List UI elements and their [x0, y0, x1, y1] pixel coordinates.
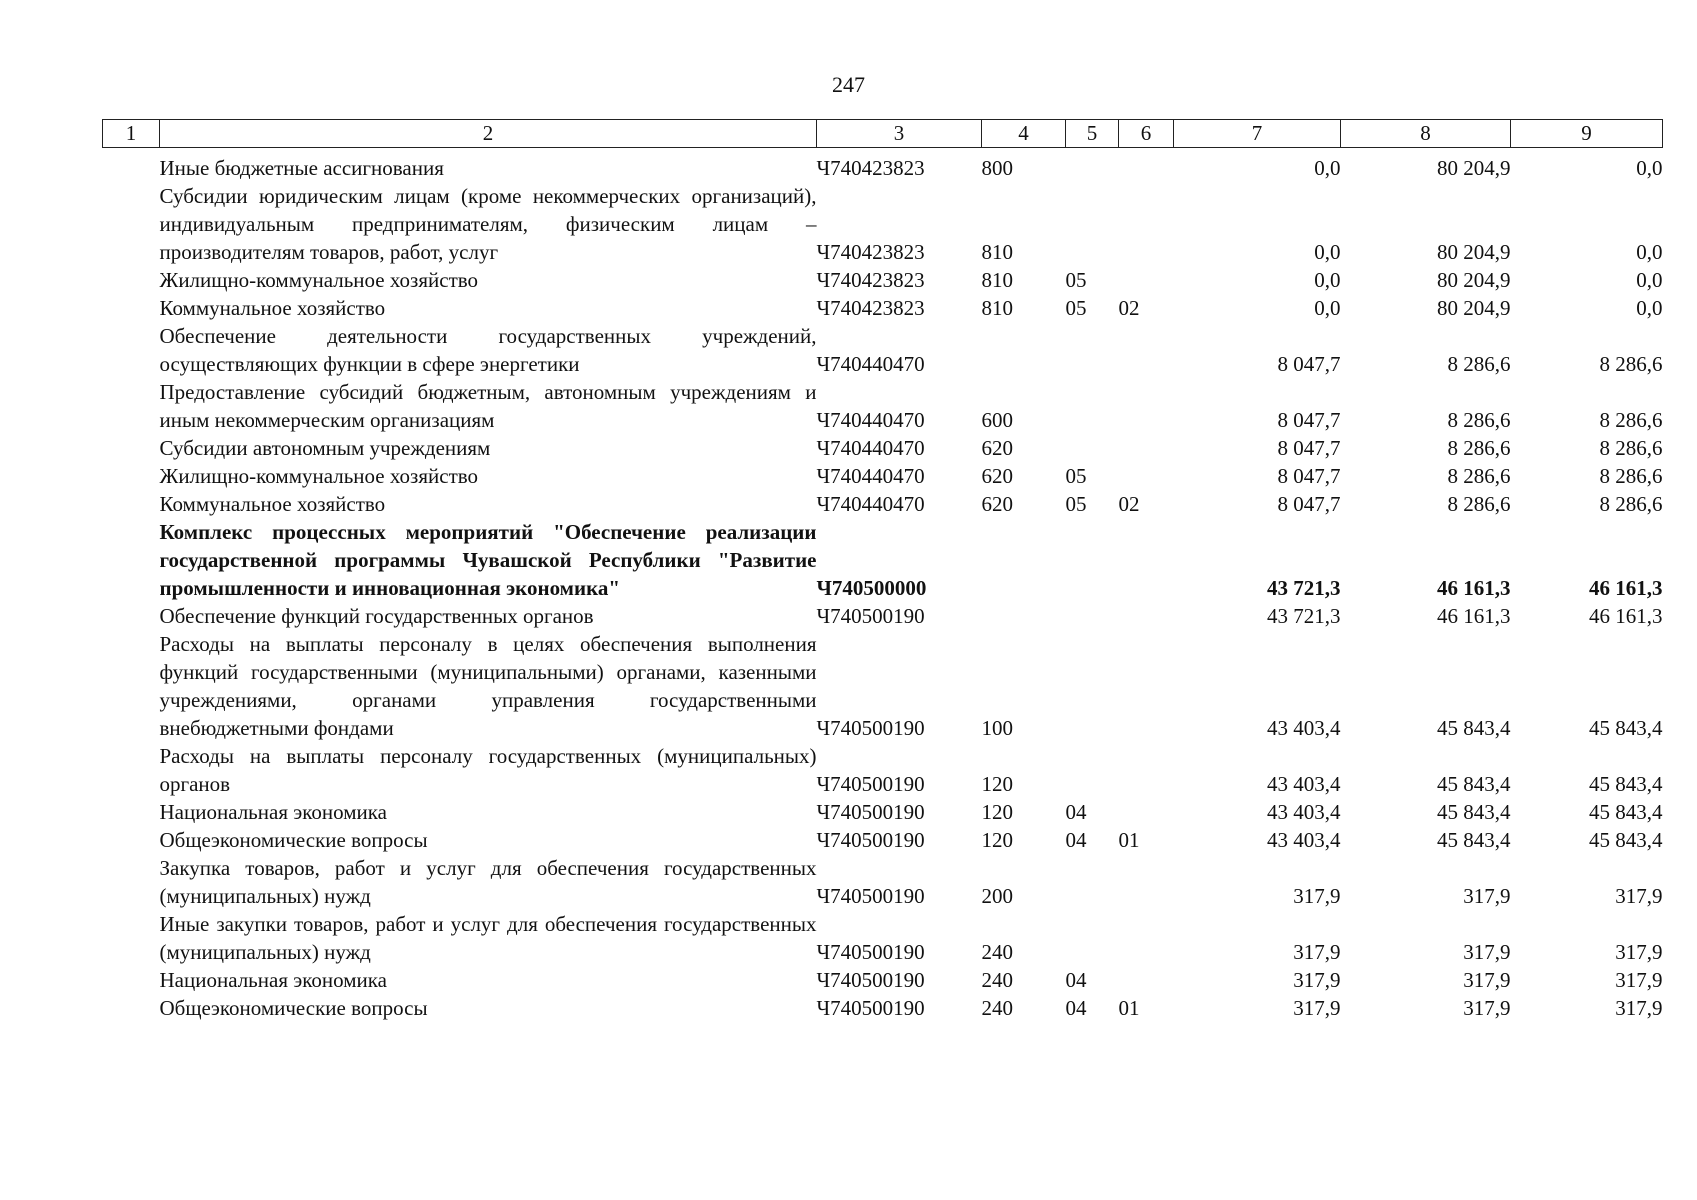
- row-amount-col9: 317,9: [1615, 995, 1663, 1020]
- row-amount-col7: 43 721,3: [1267, 603, 1341, 628]
- row-target-code: Ч740500190: [816, 827, 925, 852]
- row-section: [1066, 378, 1119, 434]
- row-amount-col7: 0,0: [1314, 295, 1341, 320]
- row-name: Субсидии юридическим лицам (кроме некоммерческих организаций), индивидуальным предпринимателям, физическим лицам – производителям товаров, работ, услуг: [159, 183, 817, 264]
- row-target-code: Ч740500190: [816, 939, 925, 964]
- row-amount-col8: 317,9: [1463, 967, 1511, 992]
- row-subsection: [1119, 742, 1174, 798]
- row-name: Общеэкономические вопросы: [159, 995, 428, 1020]
- row-name: Иные бюджетные ассигнования: [159, 155, 444, 180]
- row-name: Субсидии автономным учреждениям: [159, 435, 491, 460]
- row-target-code: Ч740500190: [816, 771, 925, 796]
- row-amount-col7: 0,0: [1314, 267, 1341, 292]
- header-col-1: 1: [103, 120, 160, 148]
- row-section: [1066, 854, 1119, 910]
- row-amount-col9: 0,0: [1636, 267, 1663, 292]
- row-section: [1066, 518, 1119, 602]
- row-subsection: [1119, 910, 1174, 966]
- row-expense-type: [982, 602, 1066, 630]
- row-section: [1066, 434, 1119, 462]
- row-expense-type: [982, 518, 1066, 602]
- row-section: [1066, 742, 1119, 798]
- row-expense-type: 120: [981, 771, 1013, 796]
- row-subsection: [1119, 630, 1174, 742]
- row-amount-col8: 45 843,4: [1437, 715, 1511, 740]
- row-subsection: [1119, 966, 1174, 994]
- row-amount-col7: 0,0: [1314, 155, 1341, 180]
- table-row: [103, 630, 1663, 742]
- table-row: [103, 266, 1663, 294]
- row-subsection: 02: [1118, 295, 1140, 320]
- row-subsection: 01: [1118, 827, 1140, 852]
- row-subsection: [1119, 602, 1174, 630]
- row-name: Обеспечение функций государственных органов: [159, 603, 594, 628]
- row-spacer: [103, 518, 160, 602]
- row-section: 04: [1065, 995, 1087, 1020]
- row-amount-col7: 8 047,7: [1277, 491, 1341, 516]
- row-target-code: Ч740500190: [816, 799, 925, 824]
- row-amount-col7: 43 403,4: [1267, 715, 1341, 740]
- row-target-code: Ч740423823: [816, 239, 925, 264]
- row-name: Иные закупки товаров, работ и услуг для обеспечения государственных (муниципальных) нужд: [159, 911, 817, 964]
- row-subsection: [1119, 462, 1174, 490]
- row-target-code: Ч740500000: [816, 575, 927, 600]
- row-amount-col8: 8 286,6: [1447, 463, 1511, 488]
- row-name: Обеспечение деятельности государственных учреждений, осуществляющих функции в сфере энергетики: [159, 323, 817, 376]
- row-section: 05: [1065, 463, 1087, 488]
- row-amount-col8: 46 161,3: [1437, 575, 1511, 600]
- row-amount-col8: 46 161,3: [1437, 603, 1511, 628]
- row-subsection: [1119, 266, 1174, 294]
- row-subsection: [1119, 154, 1174, 182]
- row-spacer: [103, 294, 160, 322]
- row-amount-col8: 80 204,9: [1437, 239, 1511, 264]
- header-row: [103, 120, 1663, 148]
- row-spacer: [103, 826, 160, 854]
- row-amount-col7: 0,0: [1314, 239, 1341, 264]
- row-spacer: [103, 966, 160, 994]
- row-name: Комплекс процессных мероприятий "Обеспечение реализации государственной программы Чувашской Республики "Развитие промышленности и инновационная экономика": [159, 519, 817, 600]
- row-section: 05: [1065, 491, 1087, 516]
- table-row: [103, 378, 1663, 434]
- row-spacer: [103, 322, 160, 378]
- row-expense-type: 620: [981, 435, 1013, 460]
- table-row: [103, 854, 1663, 910]
- header-col-3: 3: [817, 120, 982, 148]
- row-amount-col8: 8 286,6: [1447, 491, 1511, 516]
- row-expense-type: 240: [981, 939, 1013, 964]
- table-row: [103, 994, 1663, 1022]
- row-name: Национальная экономика: [159, 799, 387, 824]
- row-target-code: Ч740500190: [816, 967, 925, 992]
- table-body: [103, 148, 1663, 1022]
- row-amount-col9: 45 843,4: [1589, 827, 1663, 852]
- row-name: Закупка товаров, работ и услуг для обеспечения государственных (муниципальных) нужд: [159, 855, 817, 908]
- row-amount-col9: 45 843,4: [1589, 715, 1663, 740]
- row-amount-col8: 45 843,4: [1437, 771, 1511, 796]
- row-name: Национальная экономика: [159, 967, 387, 992]
- row-amount-col7: 43 403,4: [1267, 799, 1341, 824]
- row-target-code: Ч740440470: [816, 435, 925, 460]
- table-row: [103, 490, 1663, 518]
- row-amount-col7: 317,9: [1293, 939, 1341, 964]
- row-amount-col7: 43 721,3: [1267, 575, 1341, 600]
- row-section: 05: [1065, 295, 1087, 320]
- table-row: [103, 462, 1663, 490]
- header-col-4: 4: [982, 120, 1066, 148]
- row-expense-type: 620: [981, 463, 1013, 488]
- row-section: 05: [1065, 267, 1087, 292]
- row-subsection: [1119, 798, 1174, 826]
- row-name: Расходы на выплаты персоналу в целях обеспечения выполнения функций государственными (муниципальными) органами, казенными учреждениями, органами управления государственными внебюджетными фондами: [159, 631, 817, 740]
- row-amount-col8: 8 286,6: [1447, 407, 1511, 432]
- header-col-2: 2: [160, 120, 817, 148]
- row-target-code: Ч740440470: [816, 463, 925, 488]
- budget-table: [102, 119, 1663, 1022]
- row-amount-col7: 317,9: [1293, 995, 1341, 1020]
- row-expense-type: 200: [981, 883, 1013, 908]
- row-name: Жилищно-коммунальное хозяйство: [159, 267, 479, 292]
- row-amount-col9: 8 286,6: [1599, 435, 1663, 460]
- table-row: [103, 294, 1663, 322]
- table-row: [103, 322, 1663, 378]
- row-target-code: Ч740500190: [816, 883, 925, 908]
- row-expense-type: 240: [981, 995, 1013, 1020]
- row-spacer: [103, 378, 160, 434]
- header-col-7: 7: [1174, 120, 1341, 148]
- row-expense-type: 810: [981, 239, 1013, 264]
- row-amount-col8: 80 204,9: [1437, 267, 1511, 292]
- row-amount-col8: 45 843,4: [1437, 799, 1511, 824]
- row-spacer: [103, 854, 160, 910]
- row-amount-col7: 8 047,7: [1277, 463, 1341, 488]
- row-name: Расходы на выплаты персоналу государственных (муниципальных) органов: [159, 743, 817, 796]
- row-target-code: Ч740423823: [816, 155, 925, 180]
- row-expense-type: 100: [981, 715, 1013, 740]
- row-spacer: [103, 602, 160, 630]
- row-amount-col9: 0,0: [1636, 295, 1663, 320]
- row-target-code: Ч740500190: [816, 603, 925, 628]
- row-section: [1066, 322, 1119, 378]
- row-amount-col8: 80 204,9: [1437, 155, 1511, 180]
- row-spacer: [103, 182, 160, 266]
- table-row: [103, 182, 1663, 266]
- row-spacer: [103, 266, 160, 294]
- row-amount-col8: 80 204,9: [1437, 295, 1511, 320]
- row-spacer: [103, 798, 160, 826]
- row-target-code: Ч740500190: [816, 715, 925, 740]
- header-col-8: 8: [1341, 120, 1511, 148]
- row-name: Общеэкономические вопросы: [159, 827, 428, 852]
- row-section: [1066, 602, 1119, 630]
- row-amount-col8: 317,9: [1463, 995, 1511, 1020]
- row-spacer: [103, 434, 160, 462]
- row-amount-col9: 45 843,4: [1589, 771, 1663, 796]
- row-target-code: Ч740440470: [816, 491, 925, 516]
- row-target-code: Ч740423823: [816, 267, 925, 292]
- row-amount-col7: 8 047,7: [1277, 435, 1341, 460]
- table-row: [103, 518, 1663, 602]
- row-amount-col7: 317,9: [1293, 967, 1341, 992]
- row-expense-type: 600: [981, 407, 1013, 432]
- row-expense-type: 620: [981, 491, 1013, 516]
- table-row: [103, 154, 1663, 182]
- row-subsection: [1119, 322, 1174, 378]
- row-name: Коммунальное хозяйство: [159, 491, 386, 516]
- row-amount-col9: 317,9: [1615, 883, 1663, 908]
- table-row: [103, 966, 1663, 994]
- row-name: Предоставление субсидий бюджетным, автономным учреждениям и иным некоммерческим организациям: [159, 379, 817, 432]
- row-expense-type: 120: [981, 799, 1013, 824]
- row-expense-type: 240: [981, 967, 1013, 992]
- row-subsection: [1119, 518, 1174, 602]
- row-expense-type: 800: [981, 155, 1013, 180]
- row-name: Жилищно-коммунальное хозяйство: [159, 463, 479, 488]
- row-amount-col8: 317,9: [1463, 883, 1511, 908]
- page-number: 247: [832, 72, 865, 97]
- row-amount-col9: 317,9: [1615, 967, 1663, 992]
- row-target-code: Ч740440470: [816, 351, 925, 376]
- row-amount-col9: 8 286,6: [1599, 407, 1663, 432]
- row-subsection: [1119, 378, 1174, 434]
- row-section: [1066, 630, 1119, 742]
- table-row: [103, 826, 1663, 854]
- row-amount-col9: 8 286,6: [1599, 463, 1663, 488]
- row-subsection: [1119, 434, 1174, 462]
- row-spacer: [103, 994, 160, 1022]
- row-amount-col9: 8 286,6: [1599, 491, 1663, 516]
- row-amount-col9: 8 286,6: [1599, 351, 1663, 376]
- row-section: [1066, 154, 1119, 182]
- row-expense-type: 810: [981, 267, 1013, 292]
- row-amount-col7: 8 047,7: [1277, 407, 1341, 432]
- row-section: 04: [1065, 799, 1087, 824]
- row-amount-col9: 46 161,3: [1589, 575, 1663, 600]
- row-amount-col9: 0,0: [1636, 155, 1663, 180]
- table-row: [103, 742, 1663, 798]
- row-amount-col9: 46 161,3: [1589, 603, 1663, 628]
- row-amount-col8: 45 843,4: [1437, 827, 1511, 852]
- row-spacer: [103, 490, 160, 518]
- table-row: [103, 910, 1663, 966]
- row-amount-col9: 317,9: [1615, 939, 1663, 964]
- header-col-6: 6: [1119, 120, 1174, 148]
- row-subsection: [1119, 854, 1174, 910]
- row-amount-col9: 0,0: [1636, 239, 1663, 264]
- row-expense-type: 810: [981, 295, 1013, 320]
- header-col-5: 5: [1066, 120, 1119, 148]
- row-section: 04: [1065, 827, 1087, 852]
- row-subsection: 01: [1118, 995, 1140, 1020]
- row-expense-type: 120: [981, 827, 1013, 852]
- row-subsection: 02: [1118, 491, 1140, 516]
- row-name: Коммунальное хозяйство: [159, 295, 386, 320]
- row-spacer: [103, 742, 160, 798]
- row-amount-col7: 317,9: [1293, 883, 1341, 908]
- row-subsection: [1119, 182, 1174, 266]
- row-spacer: [103, 154, 160, 182]
- row-amount-col7: 43 403,4: [1267, 827, 1341, 852]
- row-amount-col7: 8 047,7: [1277, 351, 1341, 376]
- row-target-code: Ч740423823: [816, 295, 925, 320]
- row-amount-col9: 45 843,4: [1589, 799, 1663, 824]
- row-amount-col8: 8 286,6: [1447, 435, 1511, 460]
- table-row: [103, 434, 1663, 462]
- row-section: [1066, 182, 1119, 266]
- row-spacer: [103, 630, 160, 742]
- row-section: [1066, 910, 1119, 966]
- row-amount-col8: 8 286,6: [1447, 351, 1511, 376]
- row-section: 04: [1065, 967, 1087, 992]
- row-amount-col8: 317,9: [1463, 939, 1511, 964]
- row-spacer: [103, 462, 160, 490]
- row-target-code: Ч740440470: [816, 407, 925, 432]
- table-row: [103, 798, 1663, 826]
- row-amount-col7: 43 403,4: [1267, 771, 1341, 796]
- table-row: [103, 602, 1663, 630]
- row-expense-type: [982, 322, 1066, 378]
- row-spacer: [103, 910, 160, 966]
- header-col-9: 9: [1511, 120, 1663, 148]
- row-target-code: Ч740500190: [816, 995, 925, 1020]
